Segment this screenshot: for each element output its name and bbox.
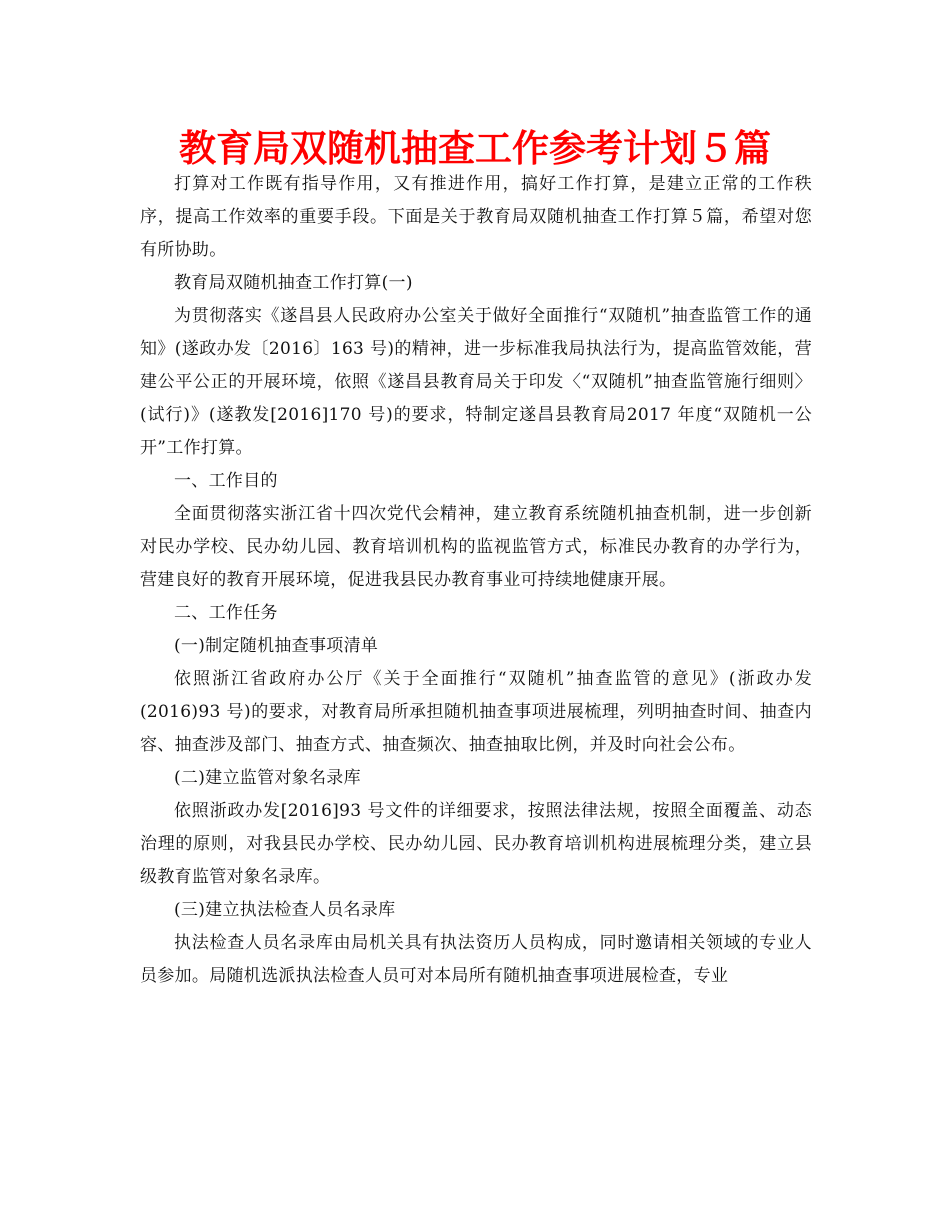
purpose-paragraph: 为贯彻落实《遂昌县人民政府办公室关于做好全面推行“双随机”抽查监管工作的通知》(遂政办发〔2016〕163 号)的精神，进一步标准我局执法行为，提高监管效能，营建公平公正的开展环境，依照《遂昌县教育局关于印发〈“双随机”抽查监管施行细则〉(试行)》(遂教发[2016]170 号)的要求，特制定遂昌县教育局2017 年度“双随机一公开”工作打算。 — [140, 306, 812, 458]
task-three-heading: (三)建立执法检查人员名录库 — [174, 900, 396, 920]
task-two-paragraph: 依照浙政办发[2016]93 号文件的详细要求，按照法律法规，按照全面覆盖、动态治理的原则，对我县民办学校、民办幼儿园、民办教育培训机构进展梳理分类，建立县级教育监管对象名录库。 — [140, 801, 812, 887]
intro-paragraph: 打算对工作既有指导作用，又有推进作用，搞好工作打算，是建立正常的工作秩序，提高工作效率的重要手段。下面是关于教育局双随机抽查工作打算５篇，希望对您有所协助。 — [140, 174, 812, 260]
document-body — [140, 168, 812, 993]
section-two-heading: 二、工作任务 — [174, 603, 278, 623]
plan-one-heading: 教育局双随机抽查工作打算(一) — [174, 273, 413, 293]
task-one-paragraph: 依照浙江省政府办公厅《关于全面推行“双随机”抽查监管的意见》(浙政办发(2016)93 号)的要求，对教育局所承担随机抽查事项进展梳理，列明抽查时间、抽查内容、抽查涉及部门、抽查方式、抽查频次、抽查抽取比例，并及时向社会公布。 — [140, 669, 812, 755]
task-one-heading: (一)制定随机抽查事项清单 — [174, 636, 379, 656]
section-one-paragraph: 全面贯彻落实浙江省十四次党代会精神，建立教育系统随机抽查机制，进一步创新对民办学校、民办幼儿园、教育培训机构的监视监管方式，标准民办教育的办学行为，营建良好的教育开展环境，促进我县民办教育事业可持续地健康开展。 — [140, 504, 812, 590]
task-two-heading: (二)建立监管对象名录库 — [174, 768, 361, 788]
task-three-paragraph: 执法检查人员名录库由局机关具有执法资历人员构成，同时邀请相关领域的专业人员参加。局随机选派执法检查人员可对本局所有随机抽查事项进展检查，专业 — [140, 933, 812, 986]
document-title: 教育局双随机抽查工作参考计划５篇 — [179, 127, 771, 170]
section-one-heading: 一、工作目的 — [174, 471, 278, 491]
